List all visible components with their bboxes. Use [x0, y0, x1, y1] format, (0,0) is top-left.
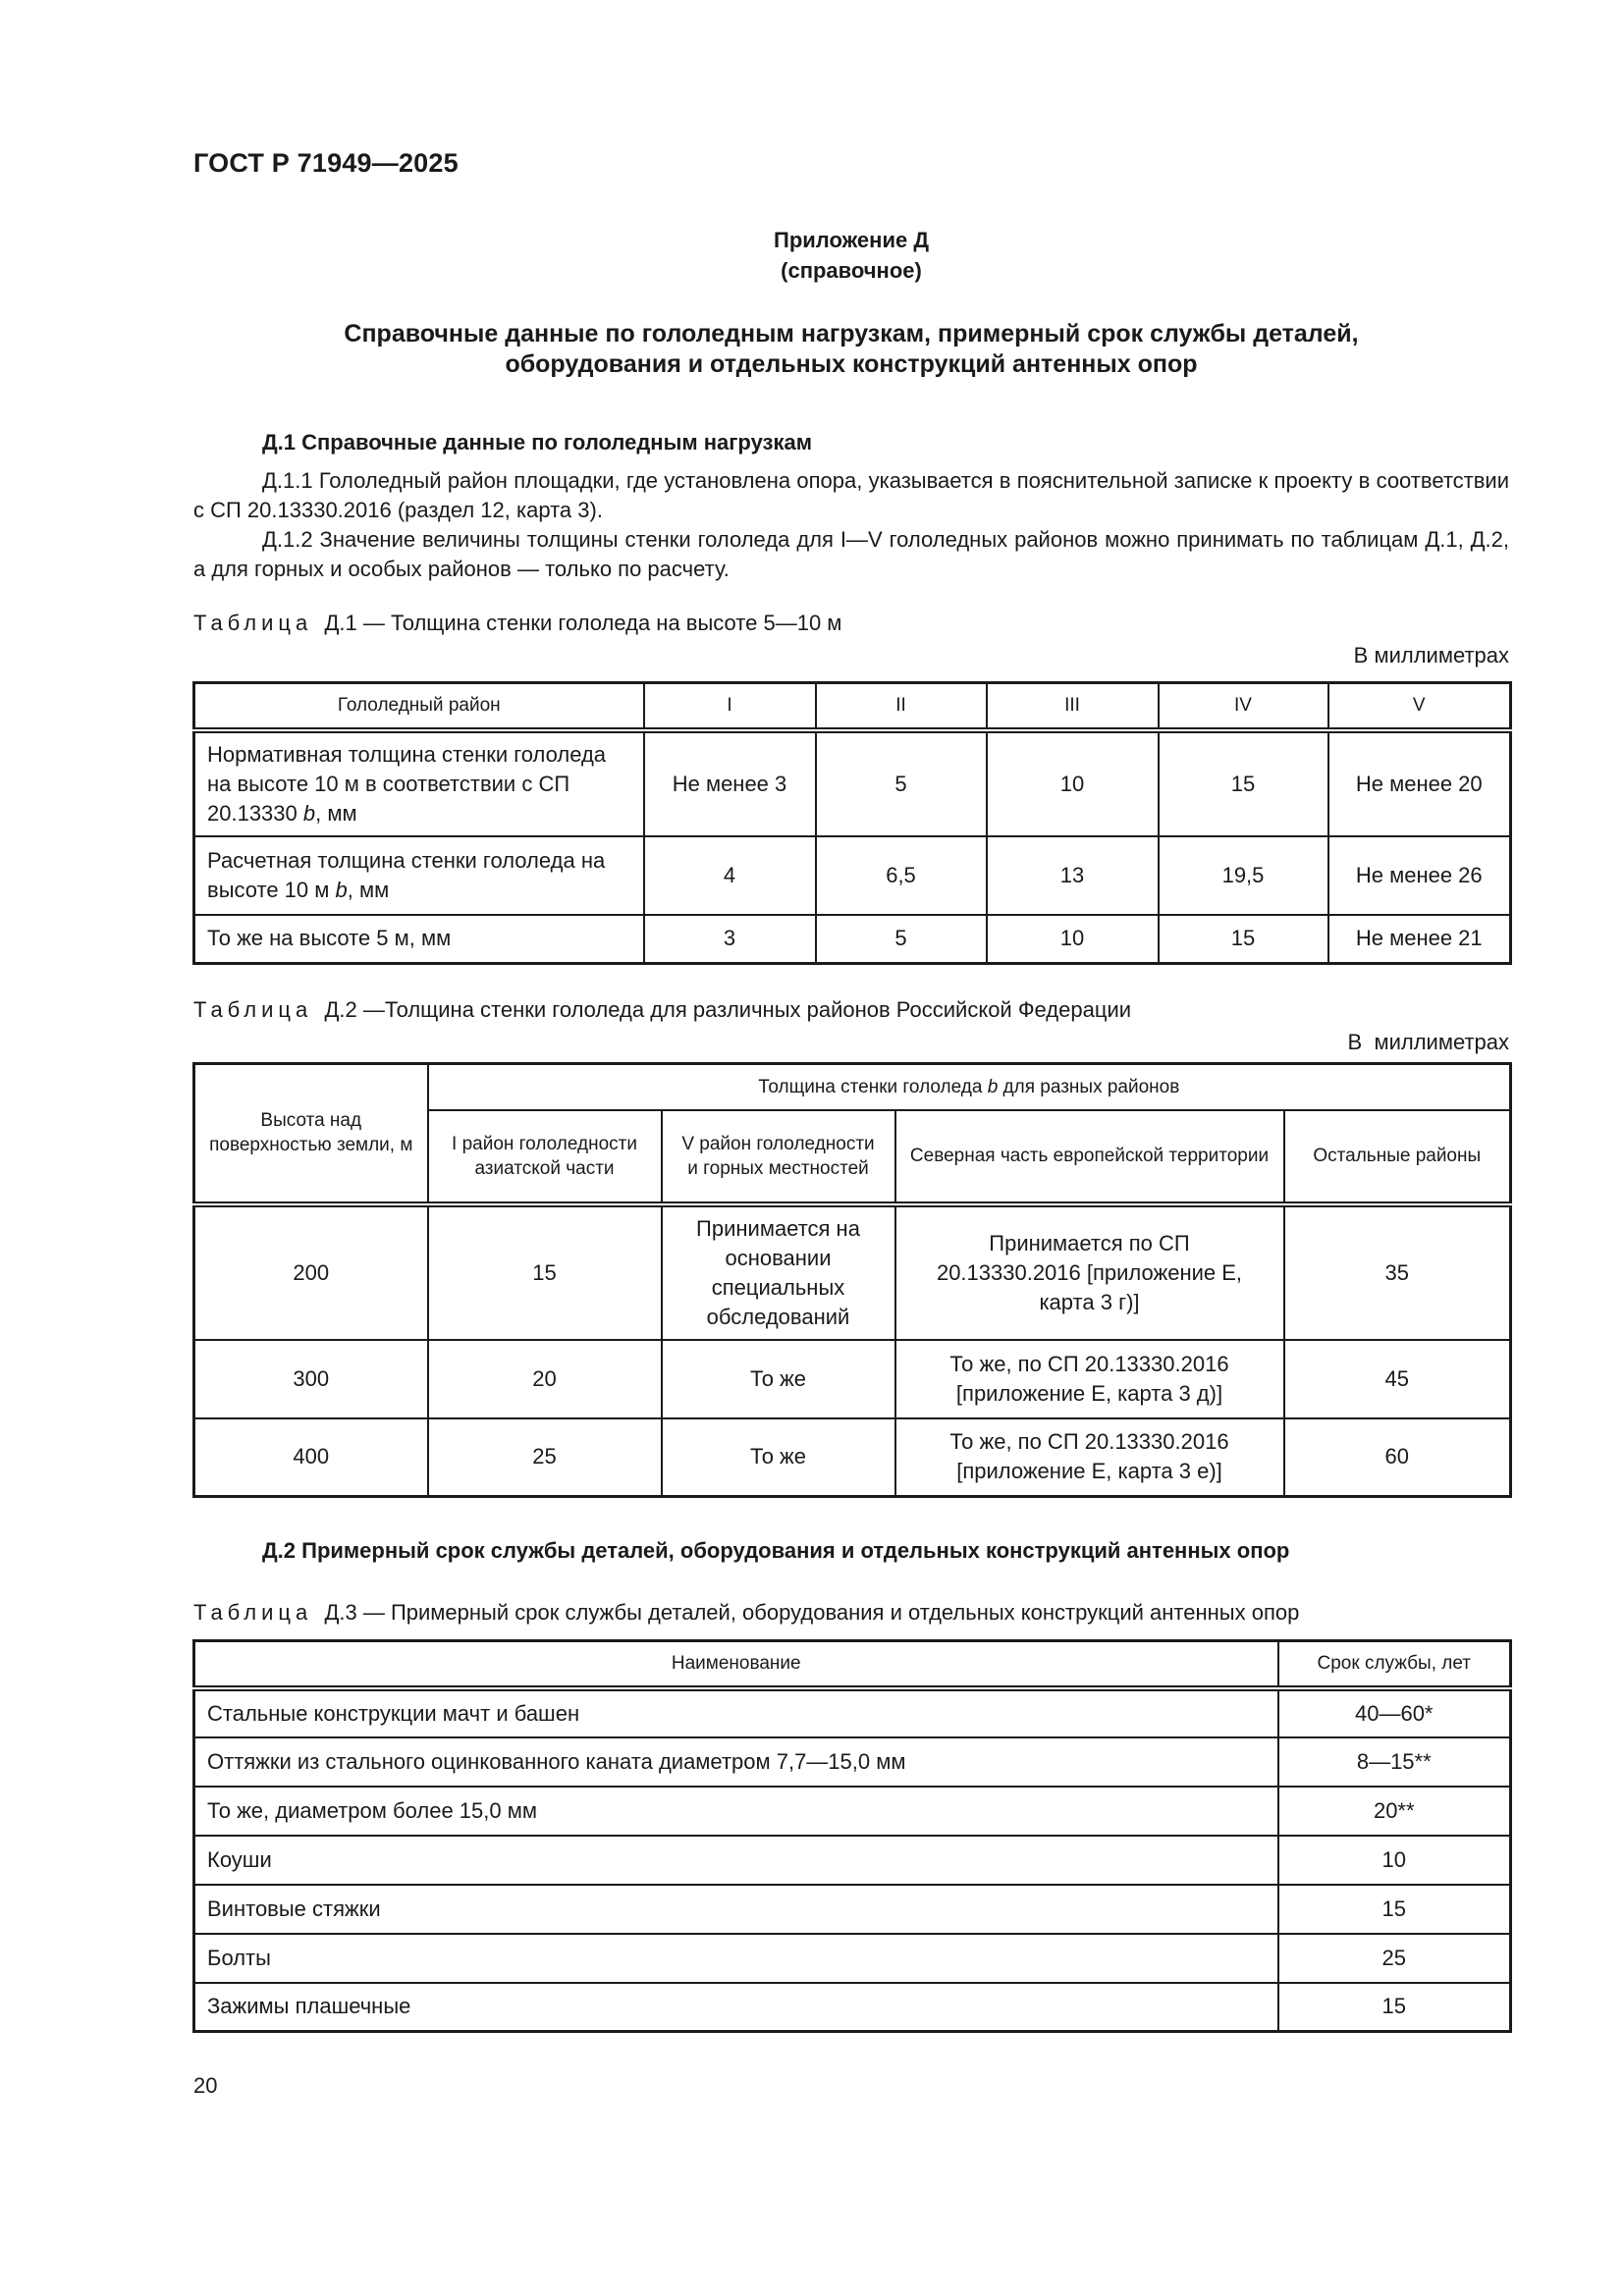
item-name: Винтовые стяжки [194, 1885, 1278, 1934]
item-name: То же, диаметром более 15,0 мм [194, 1787, 1278, 1836]
item-life: 20** [1278, 1787, 1511, 1836]
table-row [194, 1836, 1511, 1885]
table-cell: Не менее 3 [644, 730, 816, 836]
table-cell: 3 [644, 915, 816, 964]
section-heading-d2: Д.2 Примерный срок службы деталей, оборудования и отдельных конструкций антенных опор [262, 1538, 1290, 1563]
table-cell: 400 [194, 1418, 428, 1497]
title-line-2: оборудования и отдельных конструкций антенных опор [505, 350, 1198, 378]
column-header: IV [1159, 683, 1328, 730]
table-cell: 10 [987, 915, 1159, 964]
paragraph-d1-1: Д.1.1 Гололедный район площадки, где установлена опора, указывается в пояснительной записке к проекту в соответствии с СП 20.13330.2016 (раздел 12, карта 3). [193, 468, 1509, 522]
table-row [194, 1688, 1511, 1737]
column-header: Остальные районы [1284, 1110, 1511, 1204]
column-header: V район гололедности и горных местностей [662, 1110, 895, 1204]
section-heading-d1: Д.1 Справочные данные по гололедным нагрузкам [262, 430, 812, 454]
table-d1 [192, 681, 1512, 965]
item-life: 40—60* [1278, 1688, 1511, 1737]
table-row [194, 1204, 1511, 1340]
table-cell: То же, по СП 20.13330.2016 [приложение Е, карта 3 д)] [895, 1340, 1284, 1418]
table-row [194, 1418, 1511, 1497]
paragraph-d1-2: Д.1.2 Значение величины толщины стенки гололеда для I—V гололедных районов можно принимать по таблицам Д.1, Д.2, а для горных и особых районов — только по расчету. [193, 527, 1509, 581]
section-d1-body [193, 466, 1509, 584]
caption-text: Д.1 — Толщина стенки гололеда на высоте 5—10 м [324, 611, 842, 635]
table-cell: 35 [1284, 1204, 1511, 1340]
column-header: III [987, 683, 1159, 730]
column-header: II [816, 683, 987, 730]
table-cell: Принимается по СП 20.13330.2016 [приложение Е, карта 3 г)] [895, 1204, 1284, 1340]
item-name: Болты [194, 1934, 1278, 1983]
table-row [194, 1983, 1511, 2032]
caption-word: Таблица [193, 997, 313, 1022]
table-d2 [192, 1062, 1512, 1498]
caption-text: Д.3 — Примерный срок службы деталей, оборудования и отдельных конструкций антенных опор [324, 1600, 1300, 1625]
table-cell: То же [662, 1340, 895, 1418]
table-cell: 15 [1159, 915, 1328, 964]
table-header-row [194, 683, 1511, 730]
item-life: 8—15** [1278, 1737, 1511, 1787]
table-row [194, 1737, 1511, 1787]
item-name: Оттяжки из стального оцинкованного каната диаметром 7,7—15,0 мм [194, 1737, 1278, 1787]
table-cell: 300 [194, 1340, 428, 1418]
document-code: ГОСТ Р 71949—2025 [193, 148, 459, 178]
table-row [194, 915, 1511, 964]
column-group-header: Толщина стенки гололеда b для разных районов [428, 1064, 1511, 1110]
table-units-d1: В миллиметрах [1353, 643, 1509, 667]
appendix-title [193, 319, 1509, 380]
page-number: 20 [193, 2073, 218, 2098]
table-cell: 5 [816, 730, 987, 836]
column-header-life: Срок службы, лет [1278, 1641, 1511, 1688]
table-header-row [194, 1641, 1511, 1688]
table-cell: 20 [428, 1340, 662, 1418]
caption-text: Д.2 —Толщина стенки гололеда для различных районов Российской Федерации [324, 997, 1132, 1022]
column-header-height: Высота над поверхностью земли, м [194, 1064, 428, 1204]
table-cell: 60 [1284, 1418, 1511, 1497]
table-cell: 6,5 [816, 836, 987, 915]
table-cell: 5 [816, 915, 987, 964]
item-life: 10 [1278, 1836, 1511, 1885]
table-row [194, 1934, 1511, 1983]
table-caption-d1 [193, 611, 841, 636]
item-life: 15 [1278, 1983, 1511, 2032]
table-row [194, 836, 1511, 915]
column-header: I [644, 683, 816, 730]
appendix-kind: (справочное) [781, 258, 922, 283]
column-header: V [1328, 683, 1511, 730]
table-cell: То же, по СП 20.13330.2016 [приложение Е, карта 3 е)] [895, 1418, 1284, 1497]
table-cell: 45 [1284, 1340, 1511, 1418]
table-caption-d3 [193, 1600, 1299, 1626]
table-cell: 4 [644, 836, 816, 915]
column-header: Гололедный район [194, 683, 644, 730]
table-cell: То же [662, 1418, 895, 1497]
appendix-label: Приложение Д [774, 228, 929, 252]
column-header-name: Наименование [194, 1641, 1278, 1688]
column-header: Северная часть европейской территории [895, 1110, 1284, 1204]
row-label: Расчетная толщина стенки гололеда на высоте 10 м b, мм [194, 836, 644, 915]
item-name: Коуши [194, 1836, 1278, 1885]
table-cell: 15 [1159, 730, 1328, 836]
caption-word: Таблица [193, 611, 313, 635]
table-cell: 19,5 [1159, 836, 1328, 915]
item-name: Зажимы плашечные [194, 1983, 1278, 2032]
item-name: Стальные конструкции мачт и башен [194, 1688, 1278, 1737]
table-row [194, 1885, 1511, 1934]
appendix-heading [193, 225, 1509, 286]
column-header: I район гололедности азиатской части [428, 1110, 662, 1204]
table-row [194, 1787, 1511, 1836]
table-cell: Не менее 21 [1328, 915, 1511, 964]
table-row [194, 1340, 1511, 1418]
row-label: То же на высоте 5 м, мм [194, 915, 644, 964]
table-header-row [194, 1064, 1511, 1110]
table-cell: 200 [194, 1204, 428, 1340]
table-cell: 10 [987, 730, 1159, 836]
item-life: 15 [1278, 1885, 1511, 1934]
table-d3 [192, 1639, 1512, 2033]
table-row [194, 730, 1511, 836]
title-line-1: Справочные данные по гололедным нагрузкам, примерный срок службы деталей, [344, 320, 1359, 347]
table-units-d2: В миллиметрах [1347, 1030, 1509, 1054]
item-life: 25 [1278, 1934, 1511, 1983]
table-cell: Принимается на основании специальных обследований [662, 1204, 895, 1340]
table-cell: 25 [428, 1418, 662, 1497]
table-cell: Не менее 20 [1328, 730, 1511, 836]
table-cell: 13 [987, 836, 1159, 915]
table-caption-d2 [193, 997, 1131, 1023]
row-label: Нормативная толщина стенки гололеда на высоте 10 м в соответствии с СП 20.13330 b, мм [194, 730, 644, 836]
caption-word: Таблица [193, 1600, 313, 1625]
table-cell: 15 [428, 1204, 662, 1340]
table-cell: Не менее 26 [1328, 836, 1511, 915]
